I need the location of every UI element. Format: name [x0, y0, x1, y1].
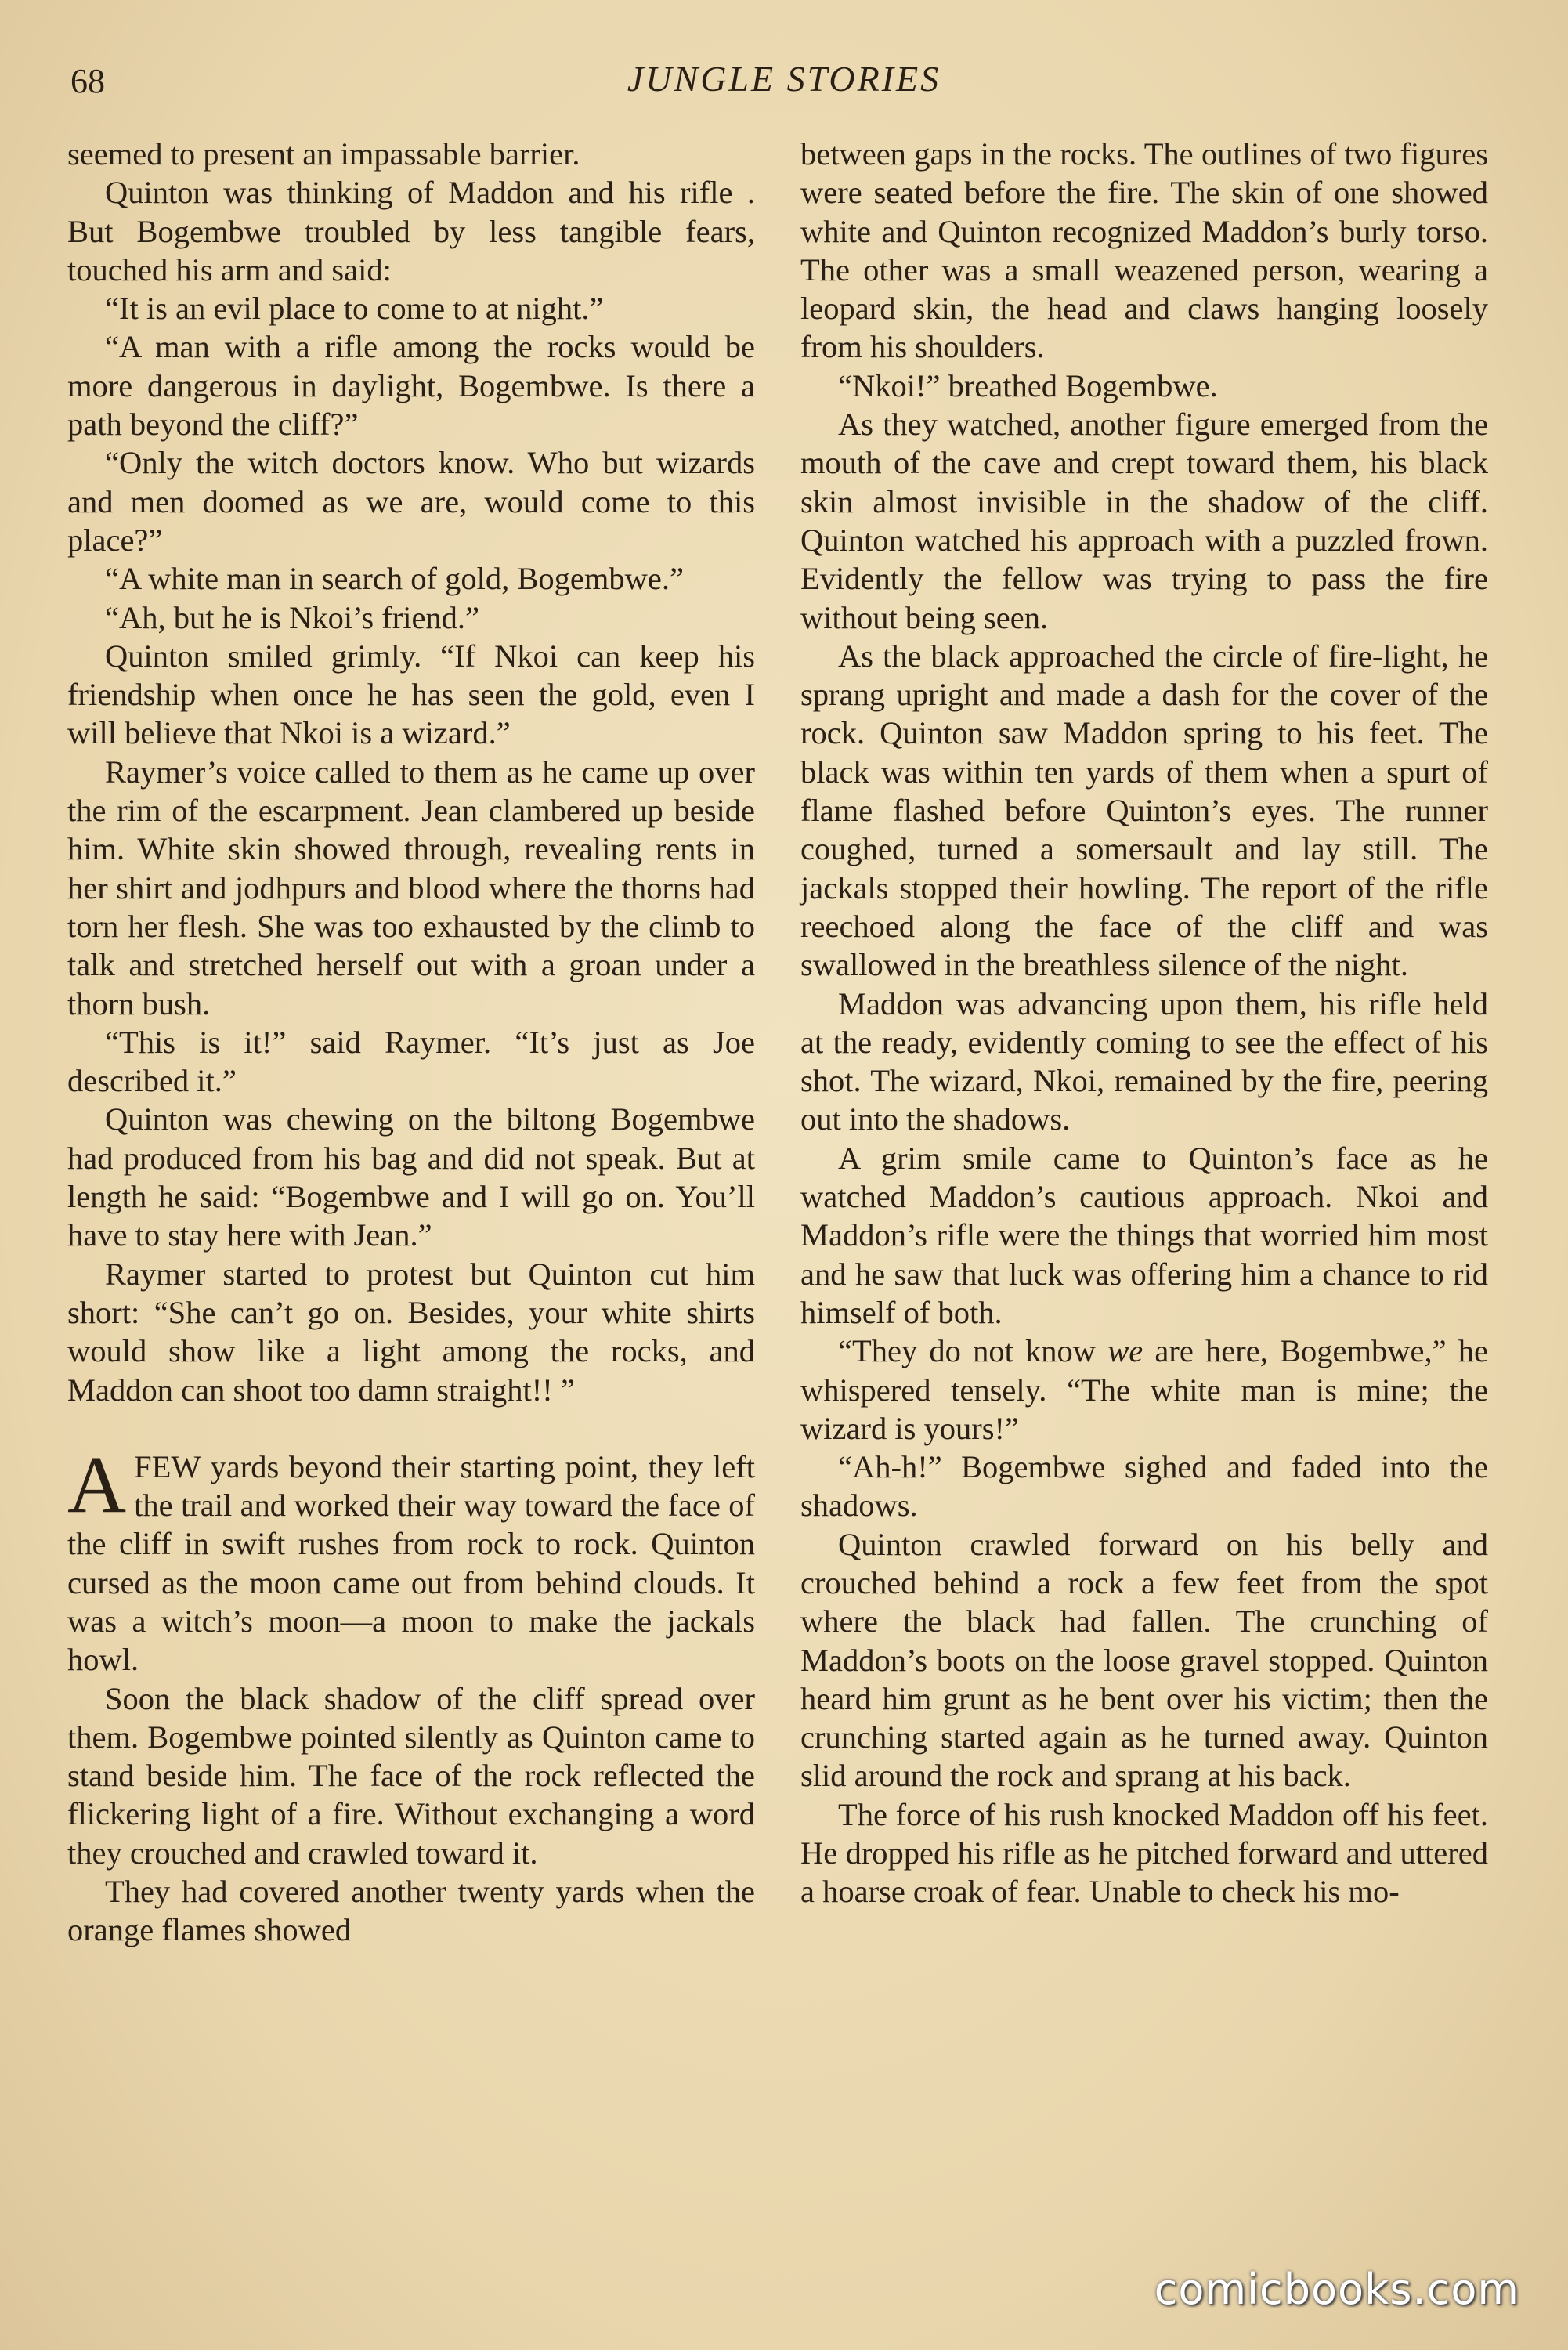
paragraph: “Only the witch doctors know. Who but wizards and men doomed as we are, would come to this place?” [67, 445, 755, 558]
paragraph: “It is an evil place to come to at night.” [105, 291, 604, 327]
paragraph: Quinton was chewing on the biltong Bogembwe had produced from his bag and did not speak. But at length he said: “Bogembwe and I will go on. You’ll have to stay here with Jean.” [67, 1101, 755, 1253]
paragraph: Quinton smiled grimly. “If Nkoi can keep his friendship when once he has seen the gold, even I will believe that Nkoi is a wizard.” [67, 638, 755, 751]
paragraph: Raymer’s voice called to them as he came up over the rim of the escarpment. Jean clambered up beside him. White skin showed through, revealing rents in her shirt and jodhpurs and blood where the thorns had torn her flesh. She was too exhausted by the climb to talk and stretched herself out with a groan under a thorn bush. [67, 754, 755, 1021]
emphasis-text: we [1107, 1333, 1143, 1369]
page-number: 68 [70, 62, 105, 100]
paragraph: The force of his rush knocked Maddon off his feet. He dropped his rifle as he pitched forward and uttered a hoarse croak of fear. Unable to check his mo- [800, 1796, 1488, 1910]
paragraph: They had covered another twenty yards when the orange flames showed [67, 1874, 755, 1948]
paragraph: As they watched, another figure emerged from the mouth of the cave and crept toward them, his black skin almost invisible in the shadow of the cliff. Quinton watched his approach with a puzzled frown. Evidently the fellow was trying to pass the fire without being seen. [800, 407, 1488, 635]
section-break [67, 1409, 755, 1448]
paragraph: Quinton crawled forward on his belly and crouched behind a rock a few feet from the spot where the black had fallen. The crunching of Maddon’s boots on the loose gravel stopped. Quinton heard him grunt as he bent over his victim; then the crunching started again as he turned away. Quinton slid around the rock and sprang at his back. [800, 1526, 1488, 1794]
section-opening-paragraph [67, 1439, 755, 1679]
left-column [67, 135, 755, 1950]
paragraph: Raymer started to protest but Quinton cut him short: “She can’t go on. Besides, your white shirts would show like a light among the rocks, and Maddon can shoot too damn straight!! ” [67, 1256, 755, 1408]
paragraph: “Ah, but he is Nkoi’s friend.” [105, 599, 480, 635]
paragraph: Maddon was advancing upon them, his rifle held at the ready, evidently coming to see the effect of his shot. The wizard, Nkoi, remained by the fire, peering out into the shadows. [800, 985, 1488, 1137]
watermark-logo: comicbooks.com [1154, 2265, 1519, 2314]
paragraph: As the black approached the circle of fire-light, he sprang upright and made a dash for the cover of the rock. Quinton saw Maddon spring to his feet. The black was within ten yards of them when a spurt of flame flashed before Quinton’s eyes. The runner coughed, turned a somersault and lay still. The jackals stopped their howling. The report of the rifle reechoed along the face of the cliff and was swallowed in the breathless silence of the night. [800, 638, 1488, 983]
paragraph: “Ah-h!” Bogembwe sighed and faded into the shadows. [800, 1449, 1488, 1524]
paragraph: “This is it!” said Raymer. “It’s just as Joe described it.” [67, 1024, 755, 1099]
running-head-title: JUNGLE STORIES [627, 59, 941, 99]
paragraph: A grim smile came to Quinton’s face as he watched Maddon’s cautious approach. Nkoi and Maddon’s rifle were the things that worried him most and he saw that luck was offering him a chance to rid himself of both. [800, 1140, 1488, 1330]
paragraph: Soon the black shadow of the cliff spread over them. Bogembwe pointed silently as Quinton came to stand beside him. The face of the rock reflected the flickering light of a fire. Without exchanging a word they crouched and crawled toward it. [67, 1680, 755, 1871]
paragraph: “A man with a rifle among the rocks would be more dangerous in daylight, Bogembwe. Is there a path beyond the cliff?” [67, 329, 755, 443]
paragraph: Quinton was thinking of Maddon and his rifle . But Bogembwe troubled by less tangible fears, touched his arm and said: [67, 175, 755, 287]
right-column [800, 135, 1488, 1911]
drop-cap: A [67, 1439, 127, 1530]
paragraph: between gaps in the rocks. The outlines of two figures were seated before the fire. The skin of one showed white and Quinton recognized Maddon’s burly torso. The other was a small weazened person, wearing a leopard skin, the head and claws hanging loosely from his shoulders. [800, 136, 1488, 365]
paragraph: “A white man in search of gold, Bogembwe.” [105, 561, 684, 597]
paragraph: “Nkoi!” breathed Bogembwe. [838, 367, 1218, 403]
whisper-text: are here, Bogembwe,” he whispered tensely. “The white man is mine; the wizard is yours!” [800, 1333, 1488, 1446]
paragraph [800, 1332, 1488, 1448]
whisper-text: “They do not know [838, 1333, 1108, 1369]
paragraph: seemed to present an impassable barrier. [67, 136, 580, 172]
opening-text: FEW yards beyond their starting point, they left the trail and worked their way toward the face of the cliff in swift rushes from rock to rock. Quinton cursed as the moon came out from behind clouds. It was a witch’s moon—a moon to make the jackals howl. [67, 1448, 755, 1678]
